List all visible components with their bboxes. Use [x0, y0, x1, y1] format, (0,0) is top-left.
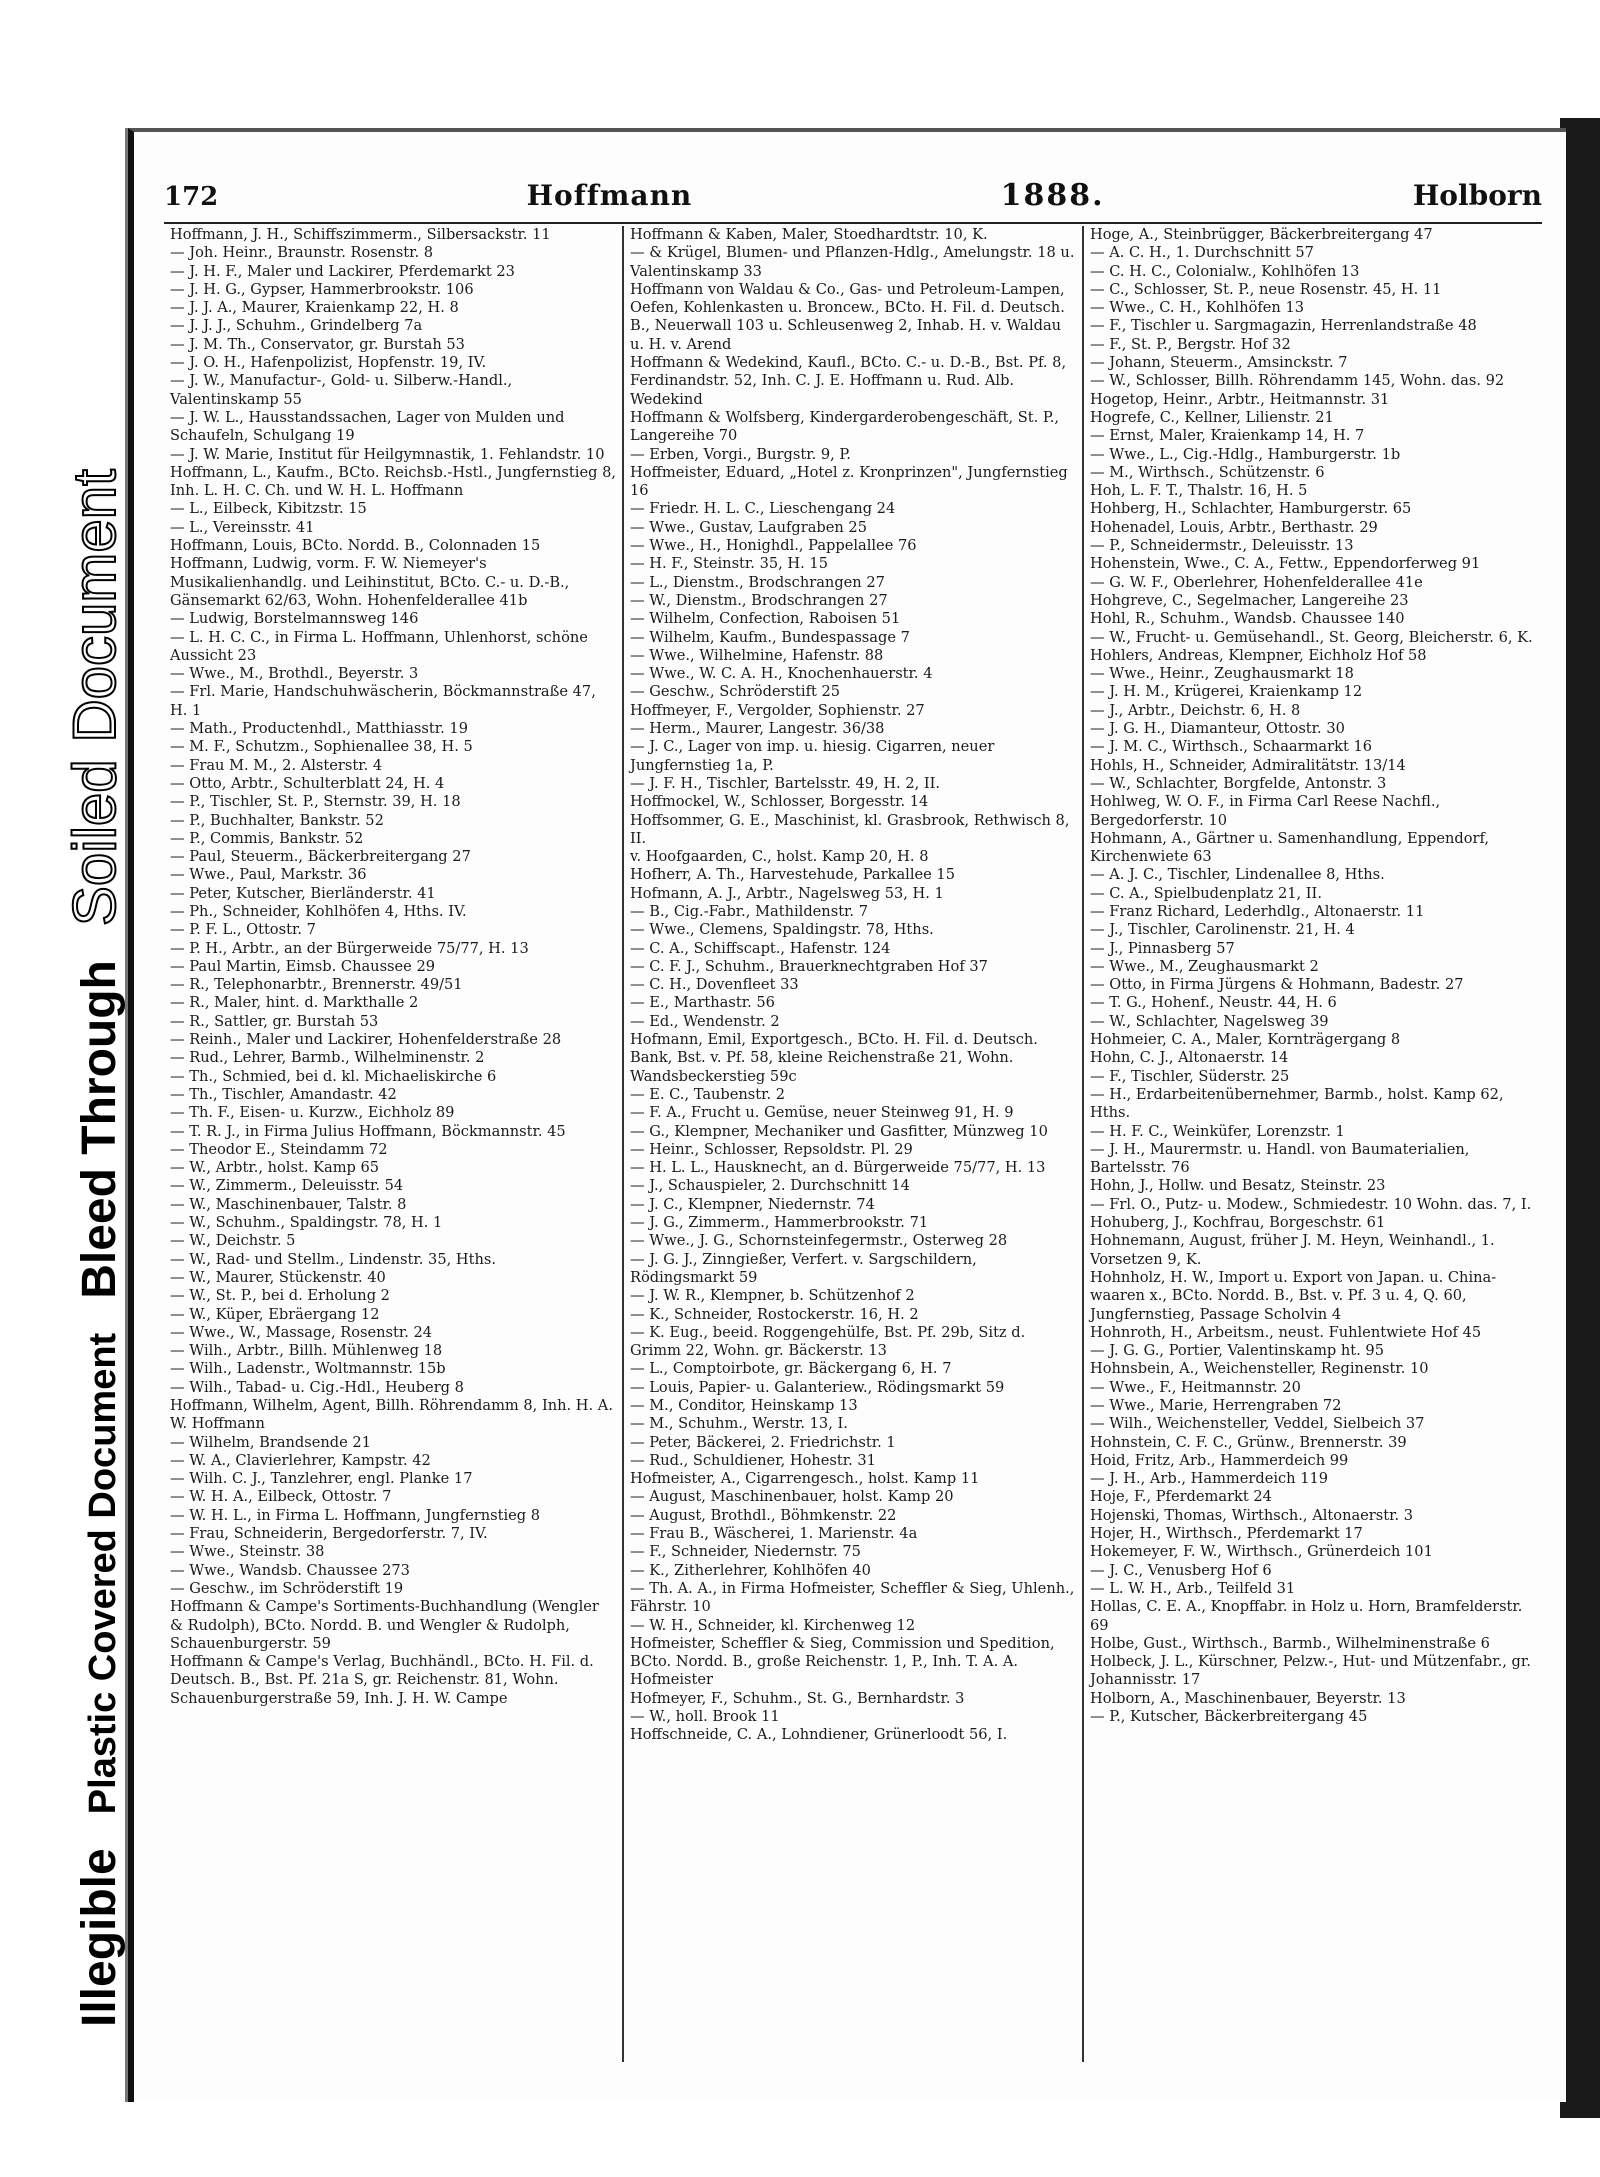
- directory-entry: — J. H. F., Maler und Lackirer, Pferdemarkt 23: [170, 262, 515, 280]
- directory-entry: — Frl. Marie, Handschuhwäscherin, Böckmannstraße 47, H. 1: [170, 683, 596, 719]
- directory-entry: — J. G. H., Diamanteur, Ottostr. 30: [1090, 720, 1345, 738]
- directory-entry: — Wwe., Paul, Markstr. 36: [170, 866, 367, 884]
- stamp-bleed-through: Bleed Through: [73, 960, 126, 1299]
- directory-entry: — G. W. F., Oberlehrer, Hohenfelderallee 41e: [1090, 573, 1423, 591]
- directory-entry: — F., Tischler, Süderstr. 25: [1090, 1067, 1290, 1085]
- directory-entry: Hofherr, A. Th., Harvestehude, Parkallee 15: [630, 866, 955, 884]
- directory-entry: — Joh. Heinr., Braunstr. Rosenstr. 8: [170, 244, 434, 262]
- directory-entry: — Wwe., W., Massage, Rosenstr. 24: [170, 1323, 433, 1341]
- directory-entry: — F., Schneider, Niedernstr. 75: [630, 1543, 861, 1561]
- directory-entry: Hoffmann, L., Kaufm., BCto. Reichsb.-Hstl., Jungfernstieg 8, Inh. L. H. C. Ch. und W. H. L. Hoffmann: [170, 463, 616, 500]
- directory-entry: — M., Wirthsch., Schützenstr. 6: [1090, 463, 1325, 481]
- directory-entry: Hohn, J., Hollw. und Besatz, Steinstr. 23: [1090, 1177, 1386, 1195]
- directory-entry: — J. W. L., Hausstandssachen, Lager von Mulden und Schaufeln, Schulgang 19: [170, 408, 565, 445]
- directory-entry: — E., Marthastr. 56: [630, 994, 775, 1012]
- stamp-plastic-covered: Plastic Covered Document: [82, 1332, 124, 1815]
- directory-entry: Hoje, F., Pferdemarkt 24: [1090, 1488, 1272, 1506]
- directory-entry: — Wilhelm, Brandsende 21: [170, 1433, 371, 1451]
- directory-entry: — P., Commis, Bankstr. 52: [170, 829, 364, 847]
- directory-entry: — W., Arbtr., holst. Kamp 65: [170, 1159, 380, 1177]
- directory-entry: v. Hoofgaarden, C., holst. Kamp 20, H. 8: [630, 848, 929, 866]
- directory-entry: — A. C. H., 1. Durchschnitt 57: [1090, 244, 1314, 262]
- directory-entry: — W. H., Schneider, kl. Kirchenweg 12: [630, 1616, 916, 1634]
- directory-entry: — W. A., Clavierlehrer, Kampstr. 42: [170, 1451, 431, 1469]
- directory-entry: — Th. F., Eisen- u. Kurzw., Eichholz 89: [170, 1104, 455, 1122]
- directory-entry: Holbe, Gust., Wirthsch., Barmb., Wilhelminenstraße 6: [1090, 1634, 1490, 1652]
- directory-entry: — Ph., Schneider, Kohlhöfen 4, Hths. IV.: [170, 902, 467, 920]
- header-rule: [164, 222, 1542, 224]
- scan-right-edge: [1560, 118, 1600, 2118]
- directory-entry: Hoffmeyer, F., Vergolder, Sophienstr. 27: [630, 701, 925, 719]
- directory-entry: — J., Arbtr., Deichstr. 6, H. 8: [1090, 701, 1301, 719]
- directory-entry: — Paul Martin, Eimsb. Chaussee 29: [170, 957, 436, 975]
- directory-entry: — G., Klempner, Mechaniker und Gasfitter, Münzweg 10: [630, 1122, 1048, 1140]
- directory-entry: Hoffmann, Ludwig, vorm. F. W. Niemeyer's Musikalienhandlg. und Leihinstitut, BCto. C.- u. D.-B., Gänsemarkt 62/63, Wohn. Hohenfelderallee 41b: [170, 555, 570, 609]
- directory-entry: Hohenstein, Wwe., C. A., Fettw., Eppendorferweg 91: [1090, 555, 1481, 573]
- directory-entry: — W., Schlachter, Borgfelde, Antonstr. 3: [1090, 774, 1387, 792]
- directory-entry: — J. W. R., Klempner, b. Schützenhof 2: [630, 1287, 915, 1305]
- directory-entry: — P. H., Arbtr., an der Bürgerweide 75/77, H. 13: [170, 939, 529, 957]
- directory-entry: Hohlweg, W. O. F., in Firma Carl Reese Nachfl., Bergedorferstr. 10: [1090, 793, 1441, 829]
- directory-entry: — R., Telephonarbtr., Brennerstr. 49/51: [170, 976, 463, 994]
- directory-entry: — Rud., Lehrer, Barmb., Wilhelminenstr. 2: [170, 1049, 485, 1067]
- directory-entry: — J. H. G., Gypser, Hammerbrookstr. 106: [170, 280, 474, 298]
- directory-entry: — J. M. Th., Conservator, gr. Burstah 53: [170, 335, 465, 353]
- directory-entry: Hoffmann & Campe's Verlag, Buchhändl., BCto. H. Fil. d. Deutsch. B., Bst. Pf. 21a S, gr. Reichenstr. 81, Wohn. Schauenburgerstraße 59, Inh. J. H. W. Campe: [170, 1653, 594, 1707]
- directory-entry: — Wwe., W. C. A. H., Knochenhauerstr. 4: [630, 665, 933, 683]
- directory-entry: — P., Buchhalter, Bankstr. 52: [170, 811, 384, 829]
- directory-entry: Hoffmann, Wilhelm, Agent, Billh. Röhrendamm 8, Inh. H. A. W. Hoffmann: [170, 1397, 613, 1433]
- directory-entry: — J. G. G., Portier, Valentinskamp ht. 95: [1090, 1342, 1385, 1360]
- directory-entry: — J. W., Manufactur-, Gold- u. Silberw.-Handl., Valentinskamp 55: [170, 372, 513, 408]
- directory-entry: — Wilhelm, Confection, Raboisen 51: [630, 610, 901, 628]
- directory-entry: — R., Maler, hint. d. Markthalle 2: [170, 994, 419, 1012]
- directory-entry: — Frl. O., Putz- u. Modew., Schmiedestr. 10 Wohn. das. 7, I.: [1090, 1195, 1532, 1213]
- directory-entry: Hoffmann & Wolfsberg, Kindergarderobengeschäft, St. P., Langereihe 70: [630, 408, 1060, 445]
- directory-entry: — J. J. A., Maurer, Kraienkamp 22, H. 8: [170, 299, 459, 317]
- directory-entry: Hohberg, H., Schlachter, Hamburgerstr. 65: [1090, 500, 1412, 518]
- directory-entry: Hohn, C. J., Altonaerstr. 14: [1090, 1049, 1289, 1067]
- directory-entry: — C. A., Schiffscapt., Hafenstr. 124: [630, 939, 891, 957]
- directory-entry: — T. G., Hohenf., Neustr. 44, H. 6: [1090, 994, 1337, 1012]
- directory-entry: — L., Dienstm., Brodschrangen 27: [630, 573, 885, 591]
- directory-entry: — H. F., Steinstr. 35, H. 15: [630, 555, 828, 573]
- directory-entry: — Theodor E., Steindamm 72: [170, 1140, 388, 1158]
- directory-entry: — W., Maurer, Stückenstr. 40: [170, 1268, 386, 1286]
- directory-entry: — L., Comptoirbote, gr. Bäckergang 6, H. 7: [630, 1360, 952, 1378]
- directory-entry: — Frau M. M., 2. Alsterstr. 4: [170, 756, 383, 774]
- scan-margin: [0, 0, 128, 2177]
- directory-entry: Hoffmann, Louis, BCto. Nordd. B., Colonnaden 15: [170, 537, 541, 555]
- directory-entry: Holbeck, J. L., Kürschner, Pelzw.-, Hut- und Mützenfabr., gr. Johannisstr. 17: [1090, 1653, 1531, 1689]
- directory-entry: — W., Maschinenbauer, Talstr. 8: [170, 1195, 407, 1213]
- directory-entry: — Geschw., im Schröderstift 19: [170, 1579, 404, 1597]
- directory-entry: — J. H., Arb., Hammerdeich 119: [1090, 1470, 1329, 1488]
- directory-entry: Hohnroth, H., Arbeitsm., neust. Fuhlentwiete Hof 45: [1090, 1323, 1482, 1341]
- stamp-illegible: Illegible: [73, 1848, 126, 2027]
- column-middle: [622, 226, 1082, 2062]
- directory-entry: — J. C., Venusberg Hof 6: [1090, 1561, 1272, 1579]
- directory-entry: — J. O. H., Hafenpolizist, Hopfenstr. 19, IV.: [170, 354, 487, 372]
- directory-entry: — Wwe., M., Zeughausmarkt 2: [1090, 957, 1319, 975]
- directory-entry: — W., Zimmerm., Deleuisstr. 54: [170, 1177, 404, 1195]
- directory-entry: — J. C., Klempner, Niedernstr. 74: [630, 1195, 875, 1213]
- directory-entry: — August, Brothdl., Böhmkenstr. 22: [630, 1506, 897, 1524]
- directory-entry: — C. H., Dovenfleet 33: [630, 976, 799, 994]
- directory-entry: — Wwe., Wandsb. Chaussee 273: [170, 1561, 410, 1579]
- directory-entry: — W., Dienstm., Brodschrangen 27: [630, 591, 888, 609]
- directory-entry: — J. G. J., Zinngießer, Verfert. v. Sargschildern, Rödingsmarkt 59: [630, 1250, 977, 1286]
- directory-entry: — Wilh., Ladenstr., Woltmannstr. 15b: [170, 1360, 446, 1378]
- directory-entry: Hohmeier, C. A., Maler, Kornträgergang 8: [1090, 1031, 1401, 1049]
- right-header-name: Holborn: [1412, 179, 1542, 212]
- directory-entry: — Geschw., Schröderstift 25: [630, 683, 841, 701]
- directory-entry: Hoffmann von Waldau & Co., Gas- und Petroleum-Lampen, Oefen, Kohlenkasten u. Broncew., BCto. H. Fil. d. Deutsch. B., Neuerwall 103 u. Schleusenweg 2, Inhab. H. v. Waldau u. H. v. Arend: [630, 280, 1065, 353]
- directory-entry: — Wwe., H., Honighdl., Pappelallee 76: [630, 537, 917, 555]
- directory-entry: Hohgreve, C., Segelmacher, Langereihe 23: [1090, 591, 1409, 609]
- directory-entry: Hofmann, A. J., Arbtr., Nagelsweg 53, H. 1: [630, 884, 944, 902]
- column-left: [164, 226, 622, 2062]
- scan-top-margin: [1400, 0, 1600, 120]
- directory-entry: — W., Schlosser, Billh. Röhrendamm 145, Wohn. das. 92: [1090, 372, 1505, 390]
- directory-entry: — Wwe., C. H., Kohlhöfen 13: [1090, 299, 1305, 317]
- directory-entry: — Paul, Steuerm., Bäckerbreitergang 27: [170, 848, 471, 866]
- directory-entry: — Peter, Kutscher, Bierländerstr. 41: [170, 884, 436, 902]
- directory-entry: — Wwe., Wilhelmine, Hafenstr. 88: [630, 646, 884, 664]
- directory-entry: Hohl, R., Schuhm., Wandsb. Chaussee 140: [1090, 610, 1405, 628]
- directory-entry: Hollas, C. E. A., Knopffabr. in Holz u. Horn, Bramfelderstr. 69: [1090, 1598, 1523, 1634]
- directory-entry: Hofmann, Emil, Exportgesch., BCto. H. Fil. d. Deutsch. Bank, Bst. v. Pf. 58, kleine Reichenstraße 21, Wohn. Wandsbeckerstieg 59c: [630, 1031, 1038, 1085]
- directory-entry: Hohnemann, August, früher J. M. Heyn, Weinhandl., 1. Vorsetzen 9, K.: [1090, 1232, 1495, 1268]
- directory-entry: — Ernst, Maler, Kraienkamp 14, H. 7: [1090, 427, 1365, 445]
- directory-entry: — Th., Tischler, Amandastr. 42: [170, 1085, 397, 1103]
- column-right: [1082, 226, 1542, 2062]
- directory-entry: — W., St. P., bei d. Erholung 2: [170, 1287, 390, 1305]
- directory-entry: Hoh, L. F. T., Thalstr. 16, H. 5: [1090, 482, 1308, 500]
- directory-entry: — Wwe., F., Heitmannstr. 20: [1090, 1378, 1301, 1396]
- directory-entry: — E. C., Taubenstr. 2: [630, 1085, 786, 1103]
- directory-entry: Hogetop, Heinr., Arbtr., Heitmannstr. 31: [1090, 390, 1390, 408]
- directory-entry: Hoffmeister, Eduard, „Hotel z. Kronprinzen", Jungfernstieg 16: [630, 463, 1068, 500]
- directory-entry: — W., Rad- und Stellm., Lindenstr. 35, Hths.: [170, 1250, 497, 1268]
- left-header-name: Hoffmann: [526, 179, 693, 212]
- directory-entry: — C. H. C., Colonialw., Kohlhöfen 13: [1090, 262, 1360, 280]
- directory-entry: Hohls, H., Schneider, Admiralitätstr. 13/14: [1090, 756, 1406, 774]
- directory-entry: Hohnsbein, A., Weichensteller, Reginenstr. 10: [1090, 1360, 1429, 1378]
- directory-entry: Hohuberg, J., Kochfrau, Borgeschstr. 61: [1090, 1214, 1386, 1232]
- directory-entry: — Wwe., M., Brothdl., Beyerstr. 3: [170, 665, 419, 683]
- directory-entry: — Wilh., Arbtr., Billh. Mühlenweg 18: [170, 1342, 443, 1360]
- directory-entry: — L. W. H., Arb., Teilfeld 31: [1090, 1579, 1296, 1597]
- directory-entry: — Friedr. H. L. C., Lieschengang 24: [630, 500, 896, 518]
- directory-entry: — W., Frucht- u. Gemüsehandl., St. Georg, Bleicherstr. 6, K.: [1090, 628, 1533, 646]
- directory-entry: Hoffmann & Wedekind, Kaufl., BCto. C.- u. D.-B., Bst. Pf. 8, Ferdinandstr. 52, Inh. C. J. E. Hoffmann u. Rud. Alb. Wedekind: [630, 354, 1067, 408]
- directory-entry: — Reinh., Maler und Lackirer, Hohenfelderstraße 28: [170, 1031, 562, 1049]
- directory-entry: Holborn, A., Maschinenbauer, Beyerstr. 13: [1090, 1689, 1406, 1707]
- directory-entry: — L., Eilbeck, Kibitzstr. 15: [170, 500, 367, 518]
- directory-entry: Hokemeyer, F. W., Wirthsch., Grünerdeich 101: [1090, 1543, 1433, 1561]
- directory-entry: — Wwe., J. G., Schornsteinfegermstr., Osterweg 28: [630, 1232, 1008, 1250]
- directory-entry: — Wwe., Heinr., Zeughausmarkt 18: [1090, 665, 1354, 683]
- directory-entry: Hoge, A., Steinbrügger, Bäckerbreitergang 47: [1090, 226, 1433, 243]
- directory-entry: Hoffmann & Campe's Sortiments-Buchhandlung (Wengler & Rudolph), BCto. Nordd. B. und Wengler & Rudolph, Schauenburgerstr. 59: [170, 1598, 599, 1652]
- directory-entry: — W., Küper, Ebräergang 12: [170, 1305, 380, 1323]
- directory-entry: — August, Maschinenbauer, holst. Kamp 20: [630, 1488, 954, 1506]
- directory-entry: — Ludwig, Borstelmannsweg 146: [170, 610, 419, 628]
- directory-entry: Hogrefe, C., Kellner, Lilienstr. 21: [1090, 408, 1334, 426]
- directory-entry: — Erben, Vorgi., Burgstr. 9, P.: [630, 445, 851, 463]
- directory-entry: — Th., Schmied, bei d. kl. Michaeliskirche 6: [170, 1067, 497, 1085]
- directory-entry: — P., Kutscher, Bäckerbreitergang 45: [1090, 1708, 1368, 1726]
- directory-entry: Hoffmann & Kaben, Maler, Stoedhardtstr. 10, K.: [630, 226, 988, 243]
- directory-entry: — C. F. J., Schuhm., Brauerknechtgraben Hof 37: [630, 957, 988, 975]
- directory-entry: Hofmeyer, F., Schuhm., St. G., Bernhardstr. 3: [630, 1689, 965, 1707]
- directory-entry: — Otto, Arbtr., Schulterblatt 24, H. 4: [170, 774, 445, 792]
- directory-entry: — C. A., Spielbudenplatz 21, II.: [1090, 884, 1322, 902]
- directory-entry: — Herm., Maurer, Langestr. 36/38: [630, 720, 885, 738]
- directory-entry: Hohenadel, Louis, Arbtr., Berthastr. 29: [1090, 518, 1378, 536]
- directory-entry: Hojenski, Thomas, Wirthsch., Altonaerstr. 3: [1090, 1506, 1414, 1524]
- directory-entry: — Wwe., Clemens, Spaldingstr. 78, Hths.: [630, 921, 934, 939]
- page-number: 172: [164, 182, 219, 212]
- directory-entry: — K., Zitherlehrer, Kohlhöfen 40: [630, 1561, 871, 1579]
- directory-entry: Hofmeister, Scheffler & Sieg, Commission und Spedition, BCto. Nordd. B., große Reichenstr. 1, P., Inh. T. A. A. Hofmeister: [630, 1634, 1055, 1689]
- directory-entry: — & Krügel, Blumen- und Pflanzen-Hdlg., Amelungstr. 18 u. Valentinskamp 33: [630, 244, 1075, 280]
- directory-entry: Hoffschneide, C. A., Lohndiener, Grünerloodt 56, I.: [630, 1726, 1008, 1744]
- directory-entry: — Otto, in Firma Jürgens & Hohmann, Badestr. 27: [1090, 976, 1464, 994]
- directory-entry: — W., holl. Brook 11: [630, 1708, 780, 1726]
- directory-entry: Hohnholz, H. W., Import u. Export von Japan. u. China-waaren x., BCto. Nordd. B., Bst. v. Pf. 3 u. 4, Q. 60, Jungfernstieg, Passage Scholvin 4: [1090, 1268, 1497, 1323]
- directory-entry: — L., Vereinsstr. 41: [170, 518, 315, 536]
- directory-entry: — Louis, Papier- u. Galanteriew., Rödingsmarkt 59: [630, 1378, 1005, 1396]
- directory-entry: — Wwe., Steinstr. 38: [170, 1543, 325, 1561]
- directory-entry: — J., Tischler, Carolinenstr. 21, H. 4: [1090, 921, 1355, 939]
- directory-entry: — Johann, Steuerm., Amsinckstr. 7: [1090, 354, 1348, 372]
- directory-entry: — W., Deichstr. 5: [170, 1232, 296, 1250]
- directory-entry: — Frau B., Wäscherei, 1. Marienstr. 4a: [630, 1525, 918, 1543]
- directory-entry: — W., Schuhm., Spaldingstr. 78, H. 1: [170, 1214, 443, 1232]
- directory-entry: — M. F., Schutzm., Sophienallee 38, H. 5: [170, 738, 473, 756]
- directory-entry: — R., Sattler, gr. Burstah 53: [170, 1012, 379, 1030]
- directory-entry: — J. W. Marie, Institut für Heilgymnastik, 1. Fehlandstr. 10: [170, 445, 605, 463]
- directory-entry: Hohmann, A., Gärtner u. Samenhandlung, Eppendorf, Kirchenwiete 63: [1090, 829, 1490, 866]
- directory-entry: — Wilh., Weichensteller, Veddel, Sielbeich 37: [1090, 1415, 1425, 1433]
- directory-entry: — Wilh., Tabad- u. Cig.-Hdl., Heuberg 8: [170, 1378, 464, 1396]
- directory-entry: — P., Tischler, St. P., Sternstr. 39, H. 18: [170, 793, 461, 811]
- directory-entry: — B., Cig.-Fabr., Mathildenstr. 7: [630, 902, 868, 920]
- directory-entry: Hohnstein, C. F. C., Grünw., Brennerstr. 39: [1090, 1433, 1407, 1451]
- directory-entry: — J., Schauspieler, 2. Durchschnitt 14: [630, 1177, 910, 1195]
- directory-entry: — Rud., Schuldiener, Hohestr. 31: [630, 1451, 876, 1469]
- directory-entry: — Wilh. C. J., Tanzlehrer, engl. Planke 17: [170, 1470, 473, 1488]
- directory-entry: — F., St. P., Bergstr. Hof 32: [1090, 335, 1291, 353]
- directory-entry: — Wwe., Marie, Herrengraben 72: [1090, 1397, 1342, 1414]
- directory-entry: — Frau, Schneiderin, Bergedorferstr. 7, IV.: [170, 1525, 488, 1543]
- directory-entry: — J. H. M., Krügerei, Kraienkamp 12: [1090, 683, 1363, 701]
- directory-entry: — J., Pinnasberg 57: [1090, 939, 1235, 957]
- condition-stamp: [60, 469, 129, 2027]
- directory-entry: — J. G., Zimmerm., Hammerbrookstr. 71: [630, 1214, 929, 1232]
- directory-entry: — Th. A. A., in Firma Hofmeister, Scheffler & Sieg, Uhlenh., Fährstr. 10: [630, 1579, 1075, 1616]
- entry-columns: [164, 226, 1542, 2062]
- directory-entry: Hoffsommer, G. E., Maschinist, kl. Grasbrook, Rethwisch 8, II.: [630, 811, 1070, 847]
- directory-entry: Hoid, Fritz, Arb., Hammerdeich 99: [1090, 1451, 1349, 1469]
- directory-entry: — Heinr., Schlosser, Repsoldstr. Pl. 29: [630, 1140, 913, 1158]
- directory-entry: — Math., Productenhdl., Matthiasstr. 19: [170, 720, 468, 738]
- directory-entry: — Wilhelm, Kaufm., Bundespassage 7: [630, 628, 910, 646]
- directory-entry: — K., Schneider, Rostockerstr. 16, H. 2: [630, 1305, 919, 1323]
- directory-entry: — H. F. C., Weinküfer, Lorenzstr. 1: [1090, 1122, 1345, 1140]
- directory-entry: — T. R. J., in Firma Julius Hoffmann, Böckmannstr. 45: [170, 1122, 566, 1140]
- directory-entry: — J. F. H., Tischler, Bartelsstr. 49, H. 2, II.: [630, 774, 941, 792]
- header-year: 1888.: [1000, 178, 1105, 213]
- directory-entry: — A. J. C., Tischler, Lindenallee 8, Hths.: [1090, 866, 1385, 884]
- directory-entry: — H., Erdarbeitenübernehmer, Barmb., holst. Kamp 62, Hths.: [1090, 1085, 1504, 1122]
- directory-entry: — M., Schuhm., Werstr. 13, I.: [630, 1415, 848, 1433]
- directory-entry: Hoffmann, J. H., Schiffszimmerm., Silbersackstr. 11: [170, 226, 551, 243]
- directory-entry: — J. J. J., Schuhm., Grindelberg 7a: [170, 317, 423, 335]
- directory-entry: — Ed., Wendenstr. 2: [630, 1012, 780, 1030]
- directory-entry: Hofmeister, A., Cigarrengesch., holst. Kamp 11: [630, 1470, 980, 1488]
- directory-entry: Hoffmockel, W., Schlosser, Borgesstr. 14: [630, 793, 929, 811]
- directory-entry: — F. A., Frucht u. Gemüse, neuer Steinweg 91, H. 9: [630, 1104, 1014, 1122]
- directory-entry: — Franz Richard, Lederhdlg., Altonaerstr. 11: [1090, 902, 1425, 920]
- directory-entry: Hojer, H., Wirthsch., Pferdemarkt 17: [1090, 1525, 1363, 1543]
- directory-page: [128, 128, 1566, 2102]
- directory-entry: — Wwe., Gustav, Laufgraben 25: [630, 518, 867, 536]
- directory-entry: — M., Conditor, Heinskamp 13: [630, 1397, 858, 1414]
- directory-entry: — F., Tischler u. Sargmagazin, Herrenlandstraße 48: [1090, 317, 1477, 335]
- directory-entry: — W., Schlachter, Nagelsweg 39: [1090, 1012, 1329, 1030]
- directory-entry: — J. C., Lager von imp. u. hiesig. Cigarren, neuer Jungfernstieg 1a, P.: [630, 738, 995, 774]
- page-header: [164, 178, 1542, 218]
- directory-entry: — H. L. L., Hausknecht, an d. Bürgerweide 75/77, H. 13: [630, 1159, 1046, 1177]
- directory-entry: — P., Schneidermstr., Deleuisstr. 13: [1090, 537, 1354, 555]
- directory-entry: — K. Eug., beeid. Roggengehülfe, Bst. Pf. 29b, Sitz d. Grimm 22, Wohn. gr. Bäckerstr. 13: [630, 1323, 1026, 1360]
- directory-entry: — Peter, Bäckerei, 2. Friedrichstr. 1: [630, 1433, 896, 1451]
- directory-entry: — J. M. C., Wirthsch., Schaarmarkt 16: [1090, 738, 1373, 756]
- directory-entry: — C., Schlosser, St. P., neue Rosenstr. 45, H. 11: [1090, 280, 1442, 298]
- directory-entry: — W. H. L., in Firma L. Hoffmann, Jungfernstieg 8: [170, 1506, 541, 1524]
- directory-entry: — W. H. A., Eilbeck, Ottostr. 7: [170, 1488, 392, 1506]
- directory-entry: — Wwe., L., Cig.-Hdlg., Hamburgerstr. 1b: [1090, 445, 1401, 463]
- directory-entry: — J. H., Maurermstr. u. Handl. von Baumaterialien, Bartelsstr. 76: [1090, 1140, 1470, 1177]
- stamp-soiled: Soiled Document: [61, 469, 128, 927]
- directory-entry: — P. F. L., Ottostr. 7: [170, 921, 316, 939]
- directory-entry: Hohlers, Andreas, Klempner, Eichholz Hof 58: [1090, 646, 1427, 664]
- directory-entry: — L. H. C. C., in Firma L. Hoffmann, Uhlenhorst, schöne Aussicht 23: [170, 628, 588, 664]
